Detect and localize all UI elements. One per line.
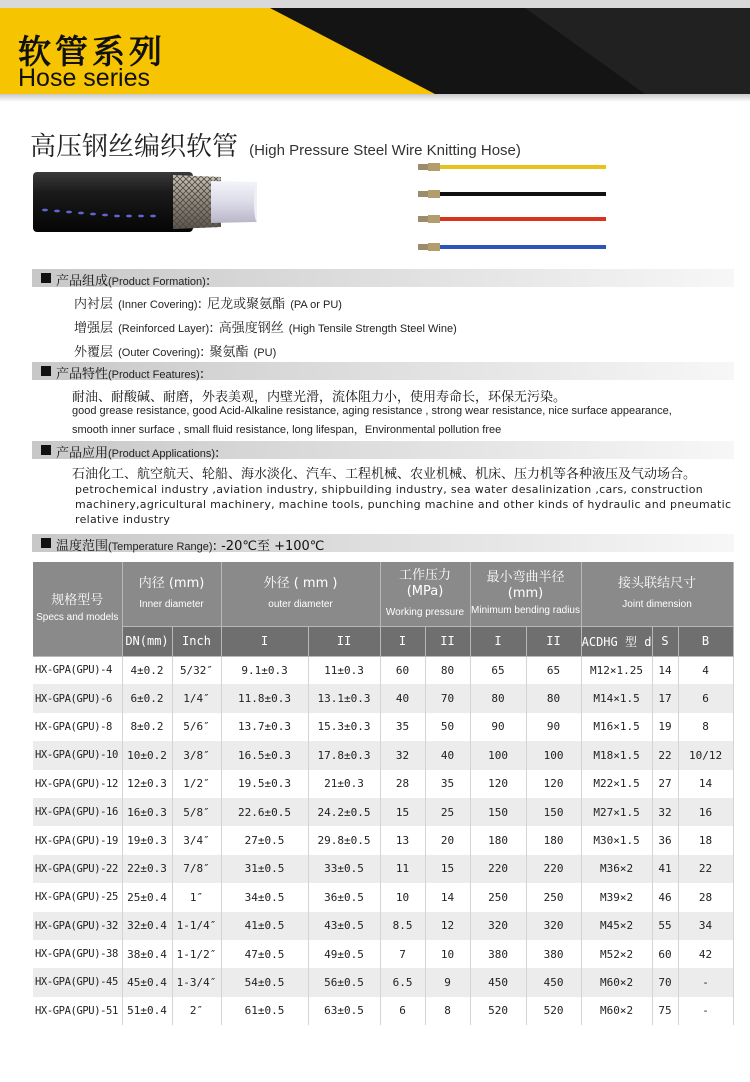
table-cell: 5/6″ xyxy=(172,713,221,741)
applications-text-cn: 石油化工、航空航天、轮船、海水淡化、汽车、工程机械、农业机械、机床、压力机等各种液压及气动场合。 xyxy=(72,467,697,482)
table-cell: - xyxy=(678,997,733,1025)
table-cell: 12 xyxy=(425,912,470,940)
section-square-icon xyxy=(41,366,51,376)
table-cell: 55 xyxy=(652,912,678,940)
table-cell: 5/8″ xyxy=(172,798,221,826)
table-row xyxy=(33,741,733,769)
table-cell: 8 xyxy=(678,713,733,741)
table-cell: 18 xyxy=(678,826,733,854)
th-sub: ACDHG 型 d xyxy=(581,626,652,656)
th-inner-cn: 内径 (mm) xyxy=(138,575,205,591)
th-model xyxy=(33,562,122,656)
formation-item-value-cn: 尼龙或聚氨酯 xyxy=(207,297,286,312)
table-cell: 42 xyxy=(678,940,733,968)
th-sub: B xyxy=(678,626,733,656)
table-cell: 41±0.5 xyxy=(221,912,308,940)
table-row xyxy=(33,826,733,854)
table-cell: 9 xyxy=(425,968,470,996)
table-cell: 9.1±0.3 xyxy=(221,656,308,684)
table-cell: M36×2 xyxy=(581,855,652,883)
table-cell: 41 xyxy=(652,855,678,883)
table-cell: 27 xyxy=(652,770,678,798)
section-features-colon: : xyxy=(199,367,205,382)
table-cell: 60 xyxy=(652,940,678,968)
table-cell: M60×2 xyxy=(581,968,652,996)
table-cell-model: HX-GPA(GPU)-32 xyxy=(33,912,122,940)
hose-black xyxy=(418,190,606,198)
table-cell: 13.7±0.3 xyxy=(221,713,308,741)
table-cell: 75 xyxy=(652,997,678,1025)
section-square-icon xyxy=(41,273,51,283)
table-cell: 520 xyxy=(526,997,581,1025)
th-pressure-en: Working pressure xyxy=(385,606,465,618)
formation-item-value-en: (PA or PU) xyxy=(290,299,342,311)
table-cell: 56±0.5 xyxy=(308,968,380,996)
table-cell: 27±0.5 xyxy=(221,826,308,854)
table-cell: 17 xyxy=(652,684,678,712)
table-cell: 70 xyxy=(425,684,470,712)
table-cell: 25 xyxy=(425,798,470,826)
formation-item-outer xyxy=(74,341,276,360)
table-cell: M30×1.5 xyxy=(581,826,652,854)
formation-item-value-en: (PU) xyxy=(253,347,277,359)
formation-item-value-cn: 聚氨酯 xyxy=(209,345,249,360)
th-inner xyxy=(122,562,221,626)
section-formation-en: (Product Formation) xyxy=(108,276,206,288)
table-cell: 46 xyxy=(652,883,678,911)
table-cell-model: HX-GPA(GPU)-25 xyxy=(33,883,122,911)
table-cell: 10 xyxy=(380,883,425,911)
table-row xyxy=(33,713,733,741)
table-cell: 28 xyxy=(678,883,733,911)
formation-item-label-en: (Reinforced Layer) xyxy=(118,323,210,335)
table-cell: M14×1.5 xyxy=(581,684,652,712)
formation-item-label-cn: 内衬层 xyxy=(74,297,114,312)
th-bend-cn: 最小弯曲半径 (mm) xyxy=(486,569,565,601)
table-cell: 14 xyxy=(652,656,678,684)
hose-red xyxy=(418,215,606,223)
table-cell: 49±0.5 xyxy=(308,940,380,968)
formation-item-reinforced xyxy=(74,317,457,336)
table-cell: 3/8″ xyxy=(172,741,221,769)
features-text-en-1: good grease resistance, good Acid-Alkaline resistance, aging resistance , strong wear resistance, nice surface appearance, xyxy=(72,405,672,417)
table-cell: 11 xyxy=(380,855,425,883)
table-row xyxy=(33,684,733,712)
table-cell: 5/32″ xyxy=(172,656,221,684)
table-cell: 450 xyxy=(526,968,581,996)
table-cell: 36±0.5 xyxy=(308,883,380,911)
product-title-en: (High Pressure Steel Wire Knitting Hose) xyxy=(249,142,521,159)
table-cell-model: HX-GPA(GPU)-10 xyxy=(33,741,122,769)
temperature-value: -20℃至 +100℃ xyxy=(221,539,325,554)
table-cell-model: HX-GPA(GPU)-4 xyxy=(33,656,122,684)
table-cell: 1/2″ xyxy=(172,770,221,798)
section-temperature-colon: : xyxy=(212,539,217,554)
section-square-icon xyxy=(41,445,51,455)
table-cell-model: HX-GPA(GPU)-6 xyxy=(33,684,122,712)
table-cell: 15.3±0.3 xyxy=(308,713,380,741)
section-features-en: (Product Features) xyxy=(108,369,200,381)
table-cell: 15 xyxy=(425,855,470,883)
th-outer-cn: 外径 ( mm ) xyxy=(263,575,338,591)
features-text-en-2: smooth inner surface , small fluid resistance, long lifespan，Environmental pollution free xyxy=(72,424,502,436)
table-cell: 21±0.3 xyxy=(308,770,380,798)
table-cell: 120 xyxy=(470,770,526,798)
table-cell: 100 xyxy=(526,741,581,769)
table-cell: 50 xyxy=(425,713,470,741)
hose-blue xyxy=(418,243,606,251)
colored-hoses-image xyxy=(418,158,608,258)
table-cell: 8.5 xyxy=(380,912,425,940)
table-cell: 320 xyxy=(470,912,526,940)
table-cell: 33±0.5 xyxy=(308,855,380,883)
table-cell: 17.8±0.3 xyxy=(308,741,380,769)
table-cell: 16 xyxy=(678,798,733,826)
table-cell: 8 xyxy=(425,997,470,1025)
table-cell: 63±0.5 xyxy=(308,997,380,1025)
table-cell: 8±0.2 xyxy=(122,713,172,741)
table-cell: 6.5 xyxy=(380,968,425,996)
product-title-cn: 高压钢丝编织软管 xyxy=(30,132,239,162)
table-cell: 10 xyxy=(425,940,470,968)
formation-item-inner xyxy=(74,293,342,312)
features-text-cn: 耐油、耐酸碱、耐磨，外表美观，内壁光滑，流体阻力小，使用寿命长，环保无污染。 xyxy=(72,390,567,405)
hose-yellow xyxy=(418,163,606,171)
table-cell: 1/4″ xyxy=(172,684,221,712)
th-joint xyxy=(581,562,733,626)
th-joint-en: Joint dimension xyxy=(622,598,692,610)
section-square-icon xyxy=(41,538,51,548)
th-outer-en: outer diameter xyxy=(268,598,333,610)
section-features xyxy=(32,362,734,380)
table-cell-model: HX-GPA(GPU)-22 xyxy=(33,855,122,883)
table-cell: 1-1/4″ xyxy=(172,912,221,940)
table-cell: 65 xyxy=(470,656,526,684)
section-temperature-cn: 温度范围 xyxy=(56,539,109,554)
table-cell: 380 xyxy=(526,940,581,968)
table-cell: 120 xyxy=(526,770,581,798)
table-cell: 35 xyxy=(380,713,425,741)
table-row xyxy=(33,940,733,968)
table-cell: 320 xyxy=(526,912,581,940)
formation-item-value-cn: 高强度钢丝 xyxy=(218,321,284,336)
th-inner-en: Inner diameter xyxy=(139,598,204,610)
table-cell: M45×2 xyxy=(581,912,652,940)
th-sub: II xyxy=(308,626,380,656)
table-cell: 54±0.5 xyxy=(221,968,308,996)
table-cell: 2″ xyxy=(172,997,221,1025)
table-cell: 380 xyxy=(470,940,526,968)
table-cell: 220 xyxy=(470,855,526,883)
table-cell: 32 xyxy=(652,798,678,826)
section-temperature xyxy=(32,534,734,552)
table-cell: 7/8″ xyxy=(172,855,221,883)
table-cell-model: HX-GPA(GPU)-45 xyxy=(33,968,122,996)
table-cell-model: HX-GPA(GPU)-16 xyxy=(33,798,122,826)
table-cell-model: HX-GPA(GPU)-12 xyxy=(33,770,122,798)
table-cell: 6 xyxy=(678,684,733,712)
hose-inner-layer xyxy=(211,181,257,223)
table-subheader-row xyxy=(33,626,733,656)
section-temperature-label xyxy=(56,535,324,554)
hose-outer-layer xyxy=(33,172,193,232)
formation-item-value-en: (High Tensile Strength Steel Wine) xyxy=(288,323,457,335)
table-cell: 40 xyxy=(425,741,470,769)
table-cell: 47±0.5 xyxy=(221,940,308,968)
table-cell: 15 xyxy=(380,798,425,826)
th-model-en: Specs and models xyxy=(36,611,119,623)
table-cell: 11.8±0.3 xyxy=(221,684,308,712)
th-model-cn: 规格型号 xyxy=(51,592,104,608)
section-applications xyxy=(32,441,734,459)
section-features-label xyxy=(56,363,204,382)
table-cell: 250 xyxy=(526,883,581,911)
hose-cutaway-image xyxy=(33,170,257,234)
th-sub: II xyxy=(526,626,581,656)
table-cell: 19±0.3 xyxy=(122,826,172,854)
applications-text-en-3: relative industry xyxy=(75,513,171,526)
table-cell: 4±0.2 xyxy=(122,656,172,684)
table-row xyxy=(33,997,733,1025)
table-cell: 31±0.5 xyxy=(221,855,308,883)
section-applications-en: (Product Applications) xyxy=(108,448,216,460)
header-banner xyxy=(0,0,750,102)
table-cell: 34 xyxy=(678,912,733,940)
section-formation-label xyxy=(56,270,210,289)
formation-item-label-en: (Inner Covering) xyxy=(118,299,198,311)
th-joint-cn: 接头联结尺寸 xyxy=(618,575,697,591)
table-cell: M22×1.5 xyxy=(581,770,652,798)
th-sub: DN(mm) xyxy=(122,626,172,656)
table-cell: 19.5±0.3 xyxy=(221,770,308,798)
formation-item-label-cn: 增强层 xyxy=(74,321,114,336)
table-cell: 11±0.3 xyxy=(308,656,380,684)
th-bend xyxy=(470,562,581,626)
section-formation xyxy=(32,269,734,287)
table-cell: 90 xyxy=(526,713,581,741)
header-title-cn: 软管系列 xyxy=(18,32,166,71)
table-cell: 1-1/2″ xyxy=(172,940,221,968)
header-shadow xyxy=(0,94,750,102)
section-formation-colon: : xyxy=(205,274,211,289)
table-cell: 450 xyxy=(470,968,526,996)
table-row xyxy=(33,770,733,798)
spec-table-container xyxy=(33,562,733,1025)
table-cell: 180 xyxy=(470,826,526,854)
table-cell: 150 xyxy=(470,798,526,826)
table-cell: M52×2 xyxy=(581,940,652,968)
table-cell: 14 xyxy=(678,770,733,798)
table-row xyxy=(33,656,733,684)
section-formation-cn: 产品组成 xyxy=(56,274,109,289)
table-cell: 3/4″ xyxy=(172,826,221,854)
table-cell: 80 xyxy=(425,656,470,684)
formation-item-colon: : xyxy=(200,345,205,360)
table-cell: 10/12 xyxy=(678,741,733,769)
table-cell: 13.1±0.3 xyxy=(308,684,380,712)
table-cell: 12±0.3 xyxy=(122,770,172,798)
table-cell: 29.8±0.5 xyxy=(308,826,380,854)
th-sub: I xyxy=(221,626,308,656)
table-cell: M18×1.5 xyxy=(581,741,652,769)
table-cell-model: HX-GPA(GPU)-38 xyxy=(33,940,122,968)
table-cell: - xyxy=(678,968,733,996)
table-cell: 180 xyxy=(526,826,581,854)
formation-item-label-cn: 外覆层 xyxy=(74,345,114,360)
table-cell: 13 xyxy=(380,826,425,854)
table-cell: 22 xyxy=(678,855,733,883)
table-cell: 100 xyxy=(470,741,526,769)
table-cell: 51±0.4 xyxy=(122,997,172,1025)
table-cell: 6 xyxy=(380,997,425,1025)
formation-item-colon: : xyxy=(197,297,202,312)
table-cell: 6±0.2 xyxy=(122,684,172,712)
table-cell: 43±0.5 xyxy=(308,912,380,940)
table-cell-model: HX-GPA(GPU)-19 xyxy=(33,826,122,854)
table-cell: 150 xyxy=(526,798,581,826)
th-outer xyxy=(221,562,380,626)
formation-item-colon: : xyxy=(209,321,214,336)
table-cell: 45±0.4 xyxy=(122,968,172,996)
header-top-line xyxy=(0,0,750,8)
table-cell: 22.6±0.5 xyxy=(221,798,308,826)
table-cell: 4 xyxy=(678,656,733,684)
table-cell: 220 xyxy=(526,855,581,883)
th-sub: S xyxy=(652,626,678,656)
header-title-en: Hose series xyxy=(18,64,150,92)
table-body xyxy=(33,656,733,1025)
table-row xyxy=(33,883,733,911)
section-features-cn: 产品特性 xyxy=(56,367,109,382)
th-sub: Inch xyxy=(172,626,221,656)
table-row xyxy=(33,912,733,940)
table-cell: 7 xyxy=(380,940,425,968)
table-cell: 28 xyxy=(380,770,425,798)
section-applications-colon: : xyxy=(215,446,220,461)
table-row xyxy=(33,798,733,826)
th-sub: II xyxy=(425,626,470,656)
table-cell: 20 xyxy=(425,826,470,854)
table-cell: 70 xyxy=(652,968,678,996)
section-applications-label xyxy=(56,442,219,461)
table-cell: 19 xyxy=(652,713,678,741)
table-cell: 520 xyxy=(470,997,526,1025)
table-cell: 80 xyxy=(526,684,581,712)
th-sub: I xyxy=(380,626,425,656)
applications-text-en-1: petrochemical industry ,aviation industry, shipbuilding industry, sea water desalinization ,cars, construction xyxy=(75,483,703,496)
th-pressure-cn: 工作压力 (MPa) xyxy=(399,567,452,599)
table-cell: 1-3/4″ xyxy=(172,968,221,996)
section-applications-cn: 产品应用 xyxy=(56,446,109,461)
table-cell: 35 xyxy=(425,770,470,798)
table-cell: 60 xyxy=(380,656,425,684)
table-cell: 34±0.5 xyxy=(221,883,308,911)
table-cell: 90 xyxy=(470,713,526,741)
table-cell: 65 xyxy=(526,656,581,684)
th-pressure xyxy=(380,562,470,626)
table-cell: 38±0.4 xyxy=(122,940,172,968)
table-cell: M12×1.25 xyxy=(581,656,652,684)
table-cell: 10±0.2 xyxy=(122,741,172,769)
table-cell: 25±0.4 xyxy=(122,883,172,911)
applications-text-en-2: machinery,agricultural machinery, machine tools, punching machine and other kinds of hydraulic and pneumatic xyxy=(75,498,732,511)
table-cell: 22±0.3 xyxy=(122,855,172,883)
table-cell: M27×1.5 xyxy=(581,798,652,826)
table-cell: M60×2 xyxy=(581,997,652,1025)
table-cell-model: HX-GPA(GPU)-8 xyxy=(33,713,122,741)
th-bend-en: Minimum bending radius xyxy=(471,604,580,616)
table-cell: 22 xyxy=(652,741,678,769)
table-cell: 250 xyxy=(470,883,526,911)
table-cell: 36 xyxy=(652,826,678,854)
table-cell: 24.2±0.5 xyxy=(308,798,380,826)
table-cell: 32±0.4 xyxy=(122,912,172,940)
table-cell: M39×2 xyxy=(581,883,652,911)
table-cell: 40 xyxy=(380,684,425,712)
th-sub: I xyxy=(470,626,526,656)
table-cell: 14 xyxy=(425,883,470,911)
table-cell-model: HX-GPA(GPU)-51 xyxy=(33,997,122,1025)
table-cell: 16.5±0.3 xyxy=(221,741,308,769)
table-cell: 32 xyxy=(380,741,425,769)
spec-table xyxy=(33,562,734,1025)
table-cell: M16×1.5 xyxy=(581,713,652,741)
table-cell: 16±0.3 xyxy=(122,798,172,826)
table-row xyxy=(33,968,733,996)
table-cell: 61±0.5 xyxy=(221,997,308,1025)
table-row xyxy=(33,855,733,883)
table-cell: 80 xyxy=(470,684,526,712)
table-cell: 1″ xyxy=(172,883,221,911)
formation-item-label-en: (Outer Covering) xyxy=(118,347,201,359)
section-temperature-en: (Temperature Range) xyxy=(108,541,213,553)
